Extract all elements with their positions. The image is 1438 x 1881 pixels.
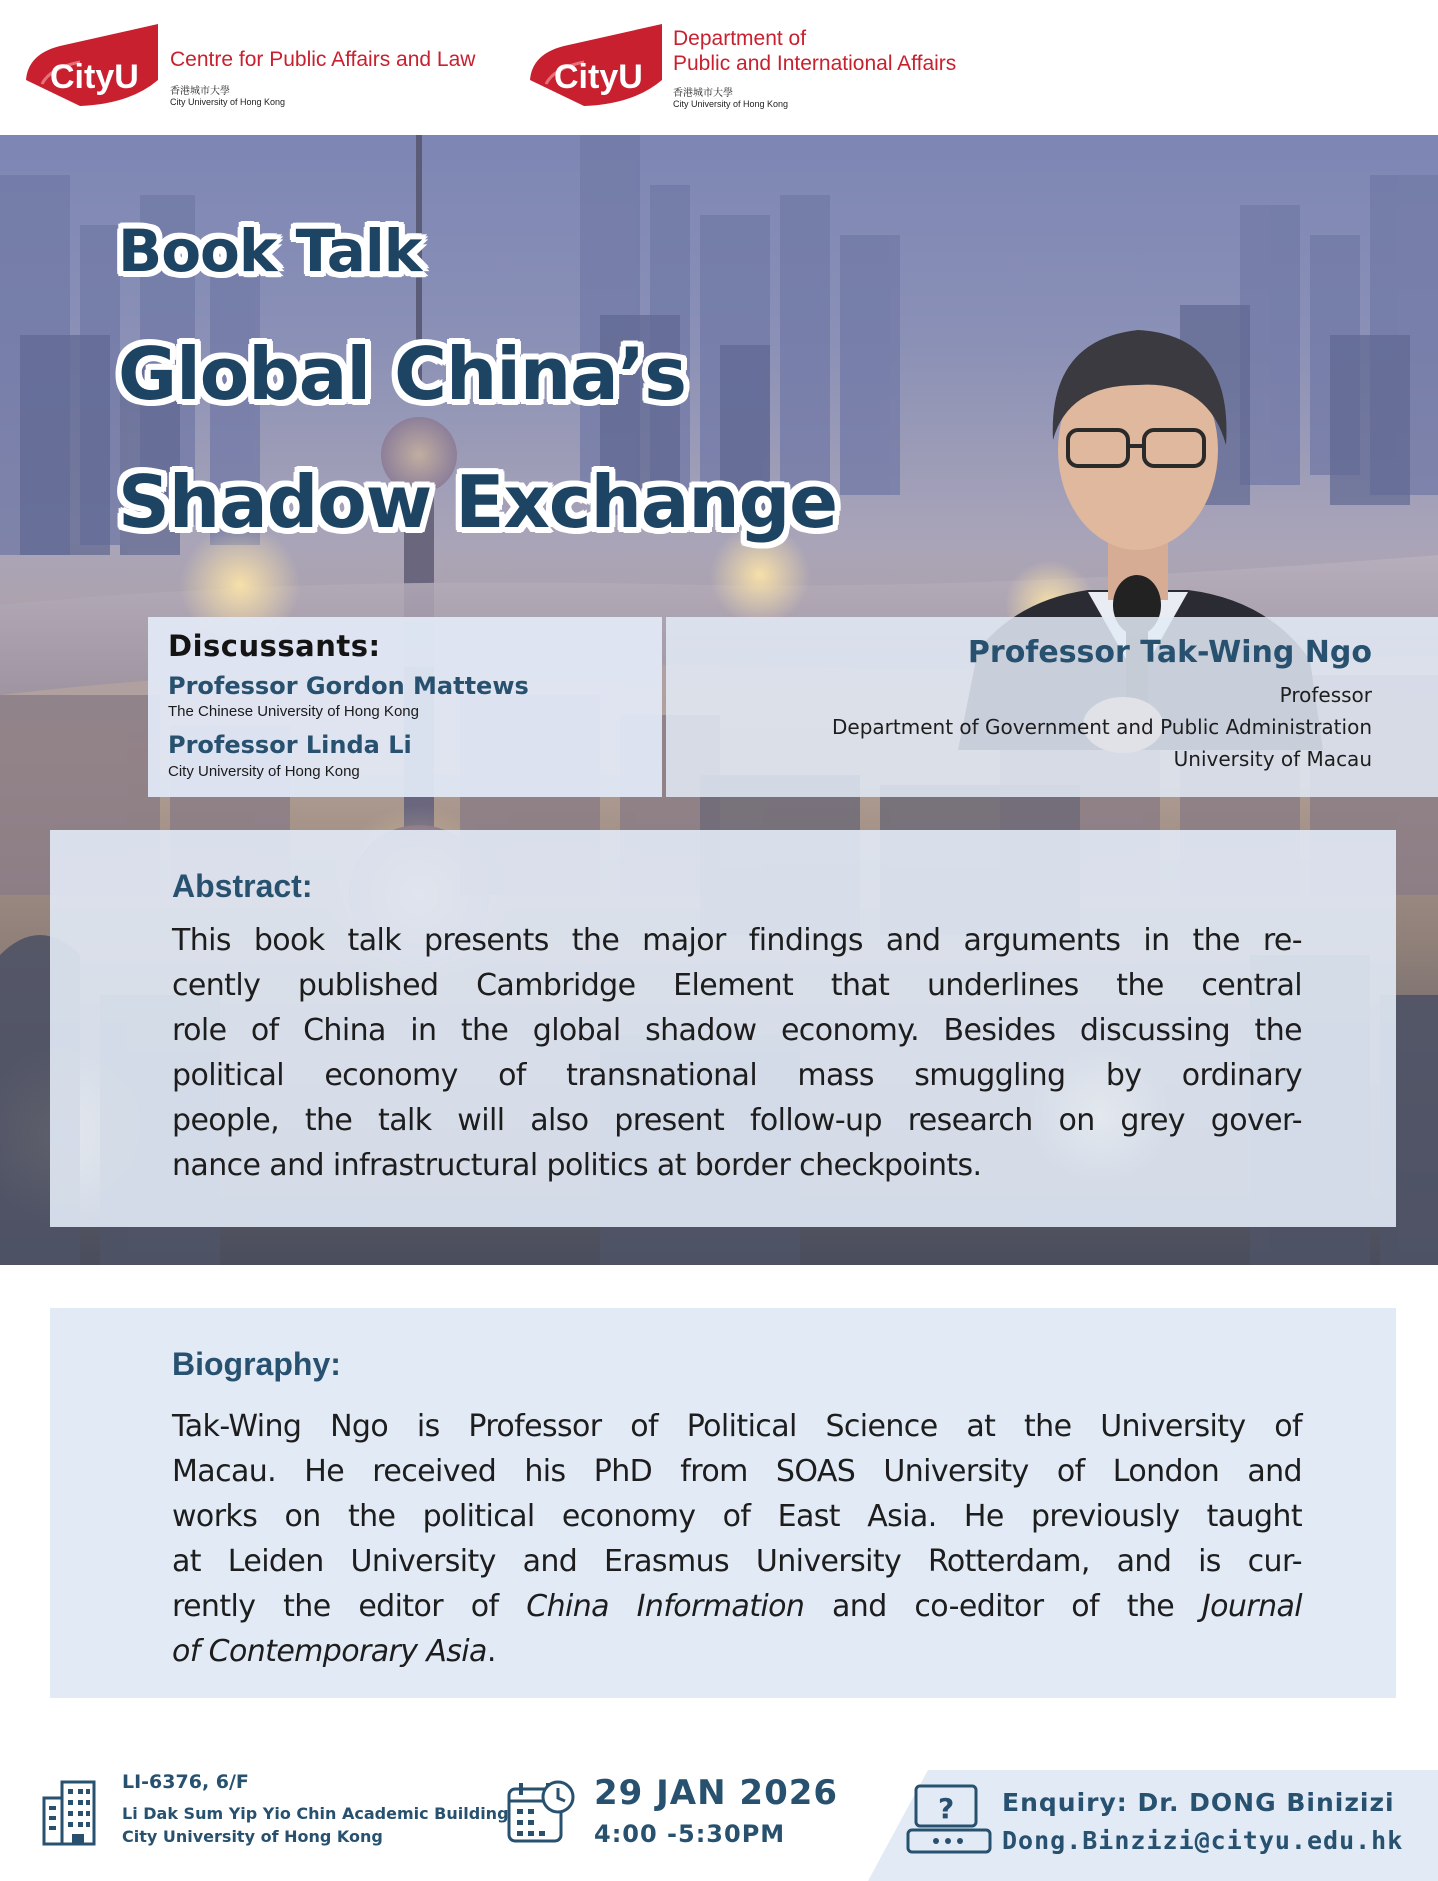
abstract-panel [50,830,1396,1227]
right-org-en: City University of Hong Kong [673,99,789,109]
book-title-line2: Shadow Exchange [118,460,838,544]
bio-text: . [486,1634,496,1669]
biography-heading: Biography: [172,1346,341,1382]
biography-line [172,1584,1302,1629]
cityu-logo-left [20,24,160,106]
calendar-clock-icon [506,1777,576,1849]
abstract-heading: Abstract: [172,868,313,904]
enquiry-email[interactable]: Dong.Binzizi@cityu.edu.hk [1002,1826,1404,1855]
discussant-affiliation: City University of Hong Kong [168,763,360,780]
left-org-block [170,47,475,107]
abstract-line: nance and infrastructural politics at border checkpoints. [172,1148,982,1183]
biography-panel [50,1308,1396,1698]
biography-line: at Leiden University and Erasmus University Rotterdam, and is cur- [172,1544,1302,1579]
discussants-box [148,617,662,797]
biography-text [172,1404,1302,1674]
speaker-title: Professor [1279,683,1372,707]
left-org-cn: 香港城市大學 [170,86,230,97]
cityu-logo-text: CityU [50,58,139,96]
speaker-department: Department of Government and Public Administration [832,715,1372,739]
abstract-line: people, the talk will also present follow-up research on grey gover- [172,1103,1302,1138]
cityu-logo-right [524,24,664,106]
cityu-logo-text-2: CityU [554,58,643,96]
event-type-title: Book Talk [118,217,422,285]
abstract-line: political economy of transnational mass smuggling by ordinary [172,1058,1302,1093]
event-date: 29 JAN 2026 [594,1773,839,1813]
abstract-line: role of China in the global shadow economy. Besides discussing the [172,1013,1302,1048]
venue-building: Li Dak Sum Yip Yio Chin Academic Building [122,1804,509,1823]
biography-line: Macau. He received his PhD from SOAS University of London and [172,1454,1302,1489]
abstract-line: This book talk presents the major findings and arguments in the re- [172,923,1302,958]
bio-text: rently the editor of [172,1589,527,1624]
right-org-cn: 香港城市大學 [673,88,733,99]
discussant-name: Professor Linda Li [168,731,412,759]
right-org-name-line1: Department of [673,27,807,50]
journal-name: China Information [526,1589,805,1624]
abstract-line: cently published Cambridge Element that underlines the central [172,968,1302,1003]
left-org-en: City University of Hong Kong [170,97,286,107]
bio-text: and co-editor of the [804,1589,1202,1624]
journal-name: Journal [1201,1589,1303,1624]
book-title-line1: Global China’s [118,332,686,416]
speaker-university: University of Macau [1173,747,1372,771]
journal-name: of Contemporary Asia [172,1634,487,1669]
event-time: 4:00 -5:30PM [594,1820,786,1848]
discussant-name: Professor Gordon Mattews [168,672,529,700]
enquiry-contact: Enquiry: Dr. DONG Binizizi [1002,1788,1395,1817]
enquiry-icon [906,1782,992,1860]
speaker-box [666,617,1438,797]
biography-line [172,1629,1302,1674]
right-org-name-line2: Public and International Affairs [673,52,957,75]
abstract-text [172,918,1302,1188]
svg-text:?: ? [938,1792,955,1825]
discussants-heading: Discussants: [168,629,381,663]
right-org-block [673,26,956,109]
building-icon [42,1778,98,1850]
venue-university: City University of Hong Kong [122,1827,383,1846]
left-org-name: Centre for Public Affairs and Law [170,48,476,71]
speaker-name: Professor Tak-Wing Ngo [967,635,1372,670]
biography-line: works on the political economy of East Asia. He previously taught [172,1499,1302,1534]
discussant-affiliation: The Chinese University of Hong Kong [168,703,419,720]
venue-room: LI-6376, 6/F [122,1771,249,1793]
biography-line: Tak-Wing Ngo is Professor of Political Science at the University of [172,1409,1302,1444]
